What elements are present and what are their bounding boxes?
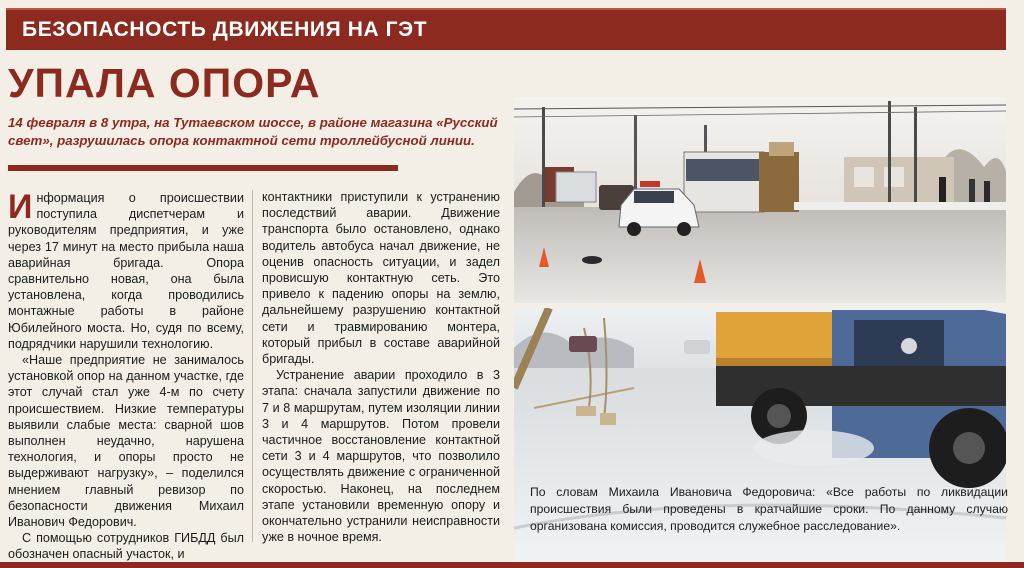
paragraph-3: С помощью сотрудников ГИБДД был обозначен опасный участок, и — [8, 531, 244, 562]
paragraph-1-text: нформация о происшествии поступила диспетчерам и руководителям предприятия, и уже через 17 минут на место прибыла наша аварийная бригада. Опора сравнительно новая, она была установлена, когда проводились монтажные работы в районе Юбилейного моста. Но, судя по всему, подрядчики нарушили технологию. — [8, 191, 244, 351]
column-divider — [252, 190, 253, 542]
lead-divider — [8, 165, 398, 171]
road-accident-illustration — [514, 97, 1006, 303]
paragraph-2: «Наше предприятие не занималось установкой опор на данном участке, где этот случай стал уже 4-м по счету происшествием. Низкие температуры выявили слабые места: сварной шов выполнен неудачно, нарушена технология, и опоры просто не выдерживают нагрузку», – поделился мнением главный ревизор по безопасности движения Михаил Иванович Федорович. — [8, 353, 244, 530]
article-lead: 14 февраля в 8 утра, на Тутаевском шоссе, в районе магазина «Русский свет», разрушилась опора контактной сети троллейбусной линии. — [8, 115, 498, 148]
rubric-band — [6, 8, 1006, 50]
paragraph-5: Устранение аварии проходило в 3 этапа: сначала запустили движение по 7 и 8 маршрутам, путем изоляции линии 3 и 4 маршрутов. Потом провели частичное восстановление контактной сети 3 и 4 маршрутов, что позволило осуществлять движение с ограниченной скоростью. Наконец, на последнем этапе установили временную опору и окончательно устранили неисправности уже в ночное время. — [262, 368, 500, 545]
photo-caption: По словам Михаила Ивановича Федоровича: «Все работы по ликвидации происшествия были проведены в кратчайшие сроки. По данному случаю организована комиссия, проводится служебное расследование». — [530, 485, 1008, 533]
paragraph-4: контактники приступили к устранению последствий аварии. Движение транспорта было остановлено, однако водитель автобуса начал движение, не оценив опасность ситуации, и задел провисшую контактную сеть. Это привело к падению опоры на землю, дальнейшему разрушению контактной сети и травмированию монтера, который прибыл в составе аварийной бригады. — [262, 190, 500, 367]
bottom-band — [0, 562, 1024, 568]
drop-cap: И — [8, 188, 33, 226]
rubric-title: БЕЗОПАСНОСТЬ ДВИЖЕНИЯ НА ГЭТ — [22, 18, 428, 41]
road-accident-photo — [514, 97, 1006, 303]
paragraph-1 — [8, 190, 244, 352]
article-column-1 — [8, 190, 244, 563]
article-headline: УПАЛА ОПОРА — [8, 60, 321, 106]
article-column-2 — [262, 189, 500, 545]
